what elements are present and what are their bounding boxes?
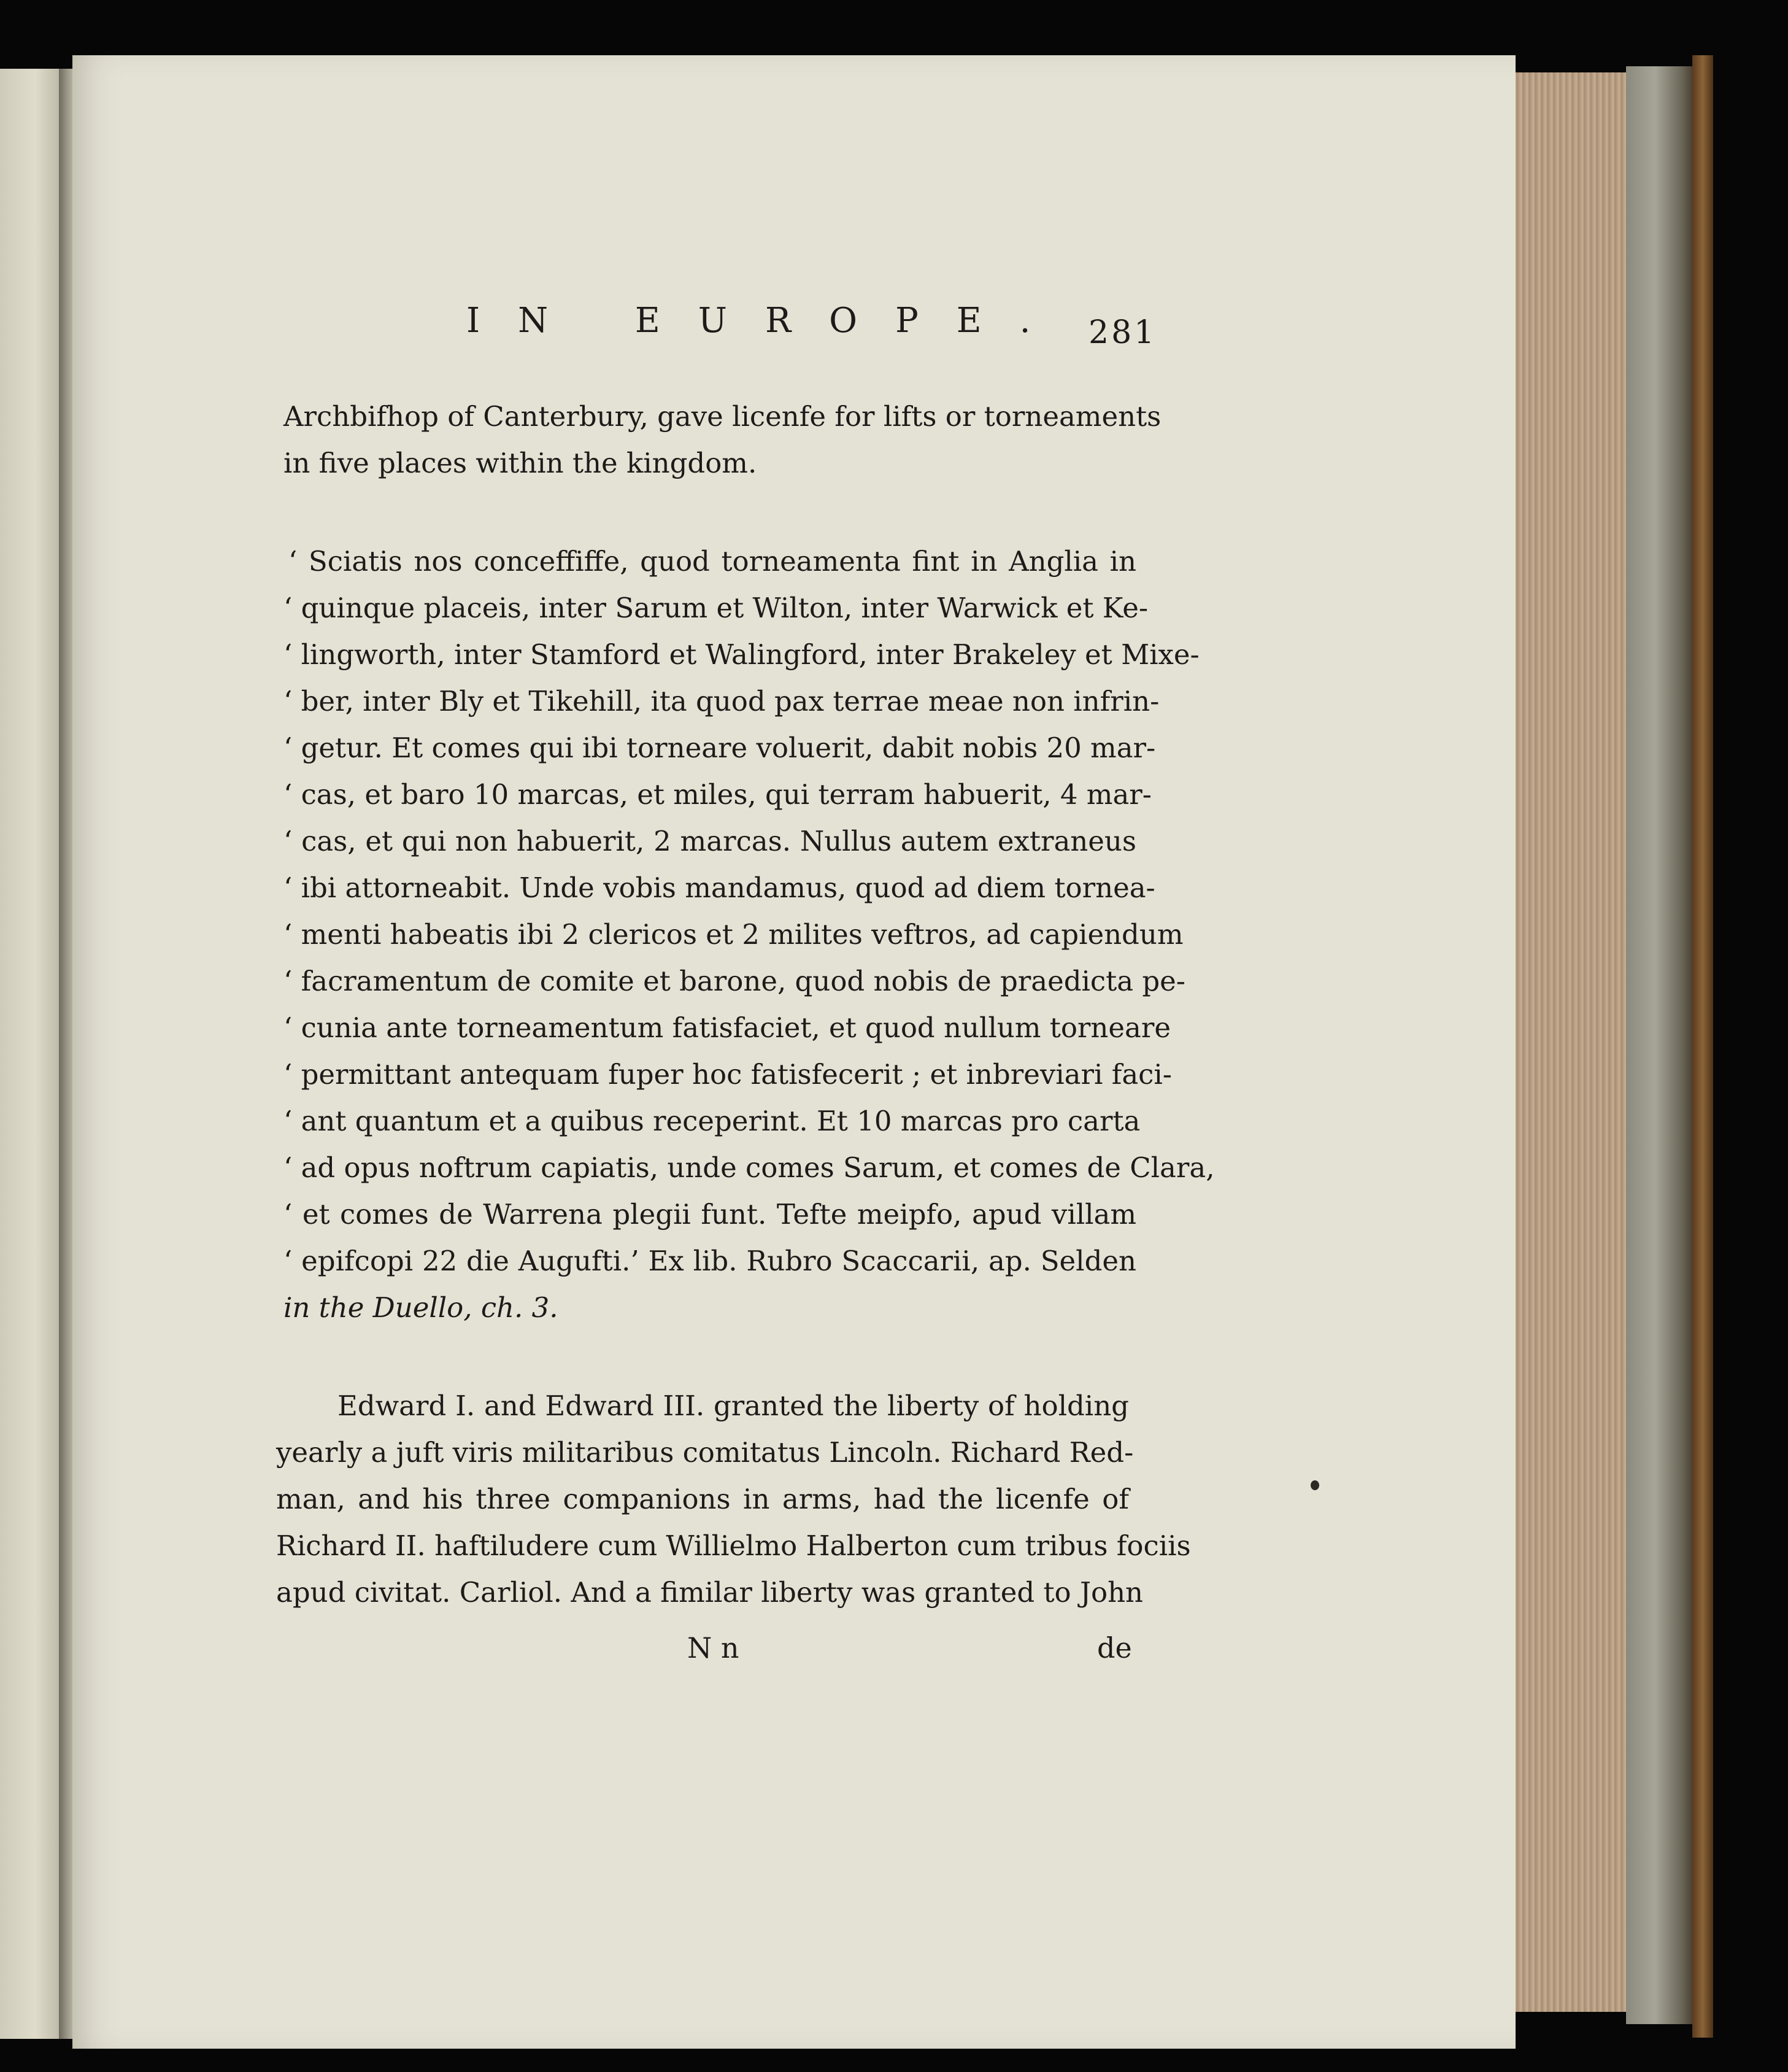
body-line: Archbifhop of Canterbury, gave licenfe for lifts or torneaments [283, 400, 1162, 433]
page-number: 281 [1089, 314, 1157, 351]
body-line: man, and his three companions in arms, had the licenfe of [276, 1483, 1129, 1515]
cover-rim [1692, 55, 1713, 2038]
body-line: ‘ cunia ante torneamentum fatisfaciet, et quod nullum torneare [283, 1011, 1171, 1044]
body-line: ‘ menti habeatis ibi 2 clericos et 2 milites veftros, ad capiendum [283, 918, 1184, 951]
body-line: ‘ ad opus noftrum capiatis, unde comes Sarum, et comes de Clara, [283, 1151, 1215, 1184]
body-line: ‘ cas, et baro 10 marcas, et miles, qui terram habuerit, 4 mar- [283, 778, 1152, 811]
body-line: ‘ ant quantum et a quibus receperint. Et 10 marcas pro carta [283, 1105, 1141, 1137]
signature-mark: N n [687, 1631, 739, 1664]
body-line: ‘ getur. Et comes qui ibi torneare voluerit, dabit nobis 20 mar- [283, 732, 1156, 764]
body-line: apud civitat. Carliol. And a fimilar liberty was granted to John [276, 1576, 1144, 1609]
body-line: ‘ facramentum de comite et barone, quod nobis de praedicta pe- [283, 965, 1185, 997]
body-line: ‘ cas, et qui non habuerit, 2 marcas. Nullus autem extraneus [283, 825, 1136, 857]
body-line: ‘ quinque placeis, inter Sarum et Wilton, inter Warwick et Ke- [283, 592, 1149, 624]
book-page [72, 55, 1516, 2049]
body-line: ‘ Sciatis nos conceffiffe, quod torneamenta fint in Anglia in [288, 545, 1136, 578]
body-line: yearly a juft viris militaribus comitatus Lincoln. Richard Red- [276, 1436, 1134, 1469]
facing-page-edge [0, 69, 64, 2039]
body-line: ‘ lingworth, inter Stamford et Walingford, inter Brakeley et Mixe- [283, 638, 1200, 671]
citation-line: in the Duello, ch. 3. [283, 1291, 558, 1324]
body-line: ‘ permittant antequam fuper hoc fatisfecerit ; et inbreviari faci- [283, 1058, 1172, 1091]
body-line: in five places within the kingdom. [283, 447, 757, 479]
catchword: de [1097, 1631, 1132, 1664]
body-line: Richard II. haftiludere cum Willielmo Halberton cum tribus fociis [276, 1529, 1191, 1562]
body-line: Edward I. and Edward III. granted the liberty of holding [337, 1390, 1129, 1422]
body-line: ‘ et comes de Warrena plegii funt. Tefte meipfo, apud villam [283, 1198, 1136, 1231]
page-edges [1511, 72, 1627, 2012]
body-line: ‘ ibi attorneabit. Unde vobis mandamus, quod ad diem tornea- [283, 872, 1155, 904]
ink-spot [1311, 1480, 1319, 1490]
back-cover-edge [1626, 66, 1698, 2024]
running-head: IN EUROPE. [466, 301, 1069, 341]
body-line: ‘ ber, inter Bly et Tikehill, ita quod pax terrae meae non infrin- [283, 685, 1160, 717]
body-line: ‘ epifcopi 22 die Augufti.’ Ex lib. Rubro Scaccarii, ap. Selden [283, 1245, 1136, 1277]
